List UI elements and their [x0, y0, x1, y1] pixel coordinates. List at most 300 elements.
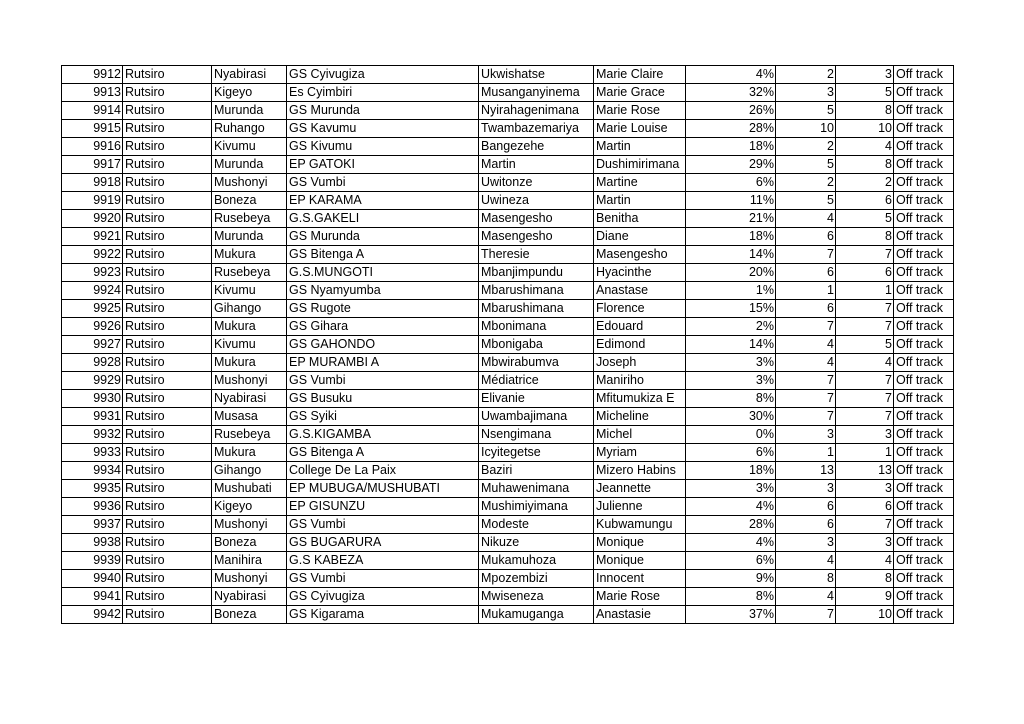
first-name-cell: Edimond [594, 336, 686, 354]
school-cell: EP MUBUGA/MUSHUBATI [287, 480, 479, 498]
id-cell: 9925 [62, 300, 123, 318]
table-row [62, 318, 954, 336]
sector-cell: Mukura [212, 246, 287, 264]
table-row [62, 300, 954, 318]
count-b-cell: 7 [836, 390, 894, 408]
count-b-cell: 3 [836, 66, 894, 84]
district-cell: Rutsiro [123, 552, 212, 570]
status-cell: Off track [894, 264, 954, 282]
table-row [62, 462, 954, 480]
count-a-cell: 6 [776, 300, 836, 318]
school-cell: GS Cyivugiza [287, 588, 479, 606]
last-name-cell: Theresie [479, 246, 594, 264]
status-cell: Off track [894, 516, 954, 534]
count-b-cell: 5 [836, 84, 894, 102]
count-a-cell: 3 [776, 426, 836, 444]
district-cell: Rutsiro [123, 354, 212, 372]
sector-cell: Kivumu [212, 138, 287, 156]
sector-cell: Nyabirasi [212, 390, 287, 408]
count-a-cell: 1 [776, 444, 836, 462]
first-name-cell: Marie Claire [594, 66, 686, 84]
last-name-cell: Mbanjimpundu [479, 264, 594, 282]
count-b-cell: 3 [836, 426, 894, 444]
id-cell: 9933 [62, 444, 123, 462]
last-name-cell: Modeste [479, 516, 594, 534]
sector-cell: Kigeyo [212, 84, 287, 102]
table-row [62, 354, 954, 372]
status-cell: Off track [894, 372, 954, 390]
school-cell: GS Bitenga A [287, 444, 479, 462]
table-row [62, 516, 954, 534]
percent-cell: 1% [686, 282, 776, 300]
sector-cell: Boneza [212, 534, 287, 552]
count-b-cell: 7 [836, 408, 894, 426]
status-cell: Off track [894, 498, 954, 516]
table-row [62, 426, 954, 444]
count-a-cell: 6 [776, 228, 836, 246]
status-cell: Off track [894, 84, 954, 102]
count-a-cell: 4 [776, 552, 836, 570]
count-a-cell: 4 [776, 588, 836, 606]
district-cell: Rutsiro [123, 174, 212, 192]
sector-cell: Manihira [212, 552, 287, 570]
first-name-cell: Jeannette [594, 480, 686, 498]
sector-cell: Rusebeya [212, 210, 287, 228]
count-a-cell: 5 [776, 156, 836, 174]
school-cell: GS Murunda [287, 228, 479, 246]
count-b-cell: 8 [836, 228, 894, 246]
last-name-cell: Mukamuganga [479, 606, 594, 624]
district-cell: Rutsiro [123, 138, 212, 156]
table-row [62, 174, 954, 192]
first-name-cell: Maniriho [594, 372, 686, 390]
district-cell: Rutsiro [123, 228, 212, 246]
district-cell: Rutsiro [123, 444, 212, 462]
first-name-cell: Martine [594, 174, 686, 192]
district-cell: Rutsiro [123, 498, 212, 516]
school-cell: G.S.MUNGOTI [287, 264, 479, 282]
first-name-cell: Marie Rose [594, 102, 686, 120]
first-name-cell: Hyacinthe [594, 264, 686, 282]
id-cell: 9929 [62, 372, 123, 390]
count-b-cell: 1 [836, 282, 894, 300]
district-cell: Rutsiro [123, 66, 212, 84]
count-a-cell: 13 [776, 462, 836, 480]
last-name-cell: Muhawenimana [479, 480, 594, 498]
school-cell: GS Rugote [287, 300, 479, 318]
count-a-cell: 2 [776, 66, 836, 84]
table-row [62, 138, 954, 156]
count-a-cell: 4 [776, 336, 836, 354]
percent-cell: 2% [686, 318, 776, 336]
count-b-cell: 6 [836, 498, 894, 516]
status-cell: Off track [894, 282, 954, 300]
school-cell: EP KARAMA [287, 192, 479, 210]
district-cell: Rutsiro [123, 606, 212, 624]
district-cell: Rutsiro [123, 318, 212, 336]
table-row [62, 192, 954, 210]
count-b-cell: 7 [836, 246, 894, 264]
percent-cell: 6% [686, 552, 776, 570]
status-cell: Off track [894, 588, 954, 606]
count-b-cell: 8 [836, 156, 894, 174]
status-cell: Off track [894, 606, 954, 624]
school-cell: EP GATOKI [287, 156, 479, 174]
last-name-cell: Elivanie [479, 390, 594, 408]
sector-cell: Ruhango [212, 120, 287, 138]
percent-cell: 4% [686, 498, 776, 516]
last-name-cell: Mbonigaba [479, 336, 594, 354]
school-cell: G.S.KIGAMBA [287, 426, 479, 444]
sector-cell: Nyabirasi [212, 66, 287, 84]
percent-cell: 4% [686, 66, 776, 84]
school-cell: GS Vumbi [287, 174, 479, 192]
percent-cell: 0% [686, 426, 776, 444]
count-a-cell: 3 [776, 480, 836, 498]
id-cell: 9928 [62, 354, 123, 372]
count-a-cell: 7 [776, 318, 836, 336]
percent-cell: 3% [686, 354, 776, 372]
count-b-cell: 5 [836, 210, 894, 228]
sector-cell: Kivumu [212, 336, 287, 354]
first-name-cell: Mizero Habins [594, 462, 686, 480]
last-name-cell: Uwambajimana [479, 408, 594, 426]
count-b-cell: 13 [836, 462, 894, 480]
percent-cell: 28% [686, 120, 776, 138]
table-row [62, 282, 954, 300]
count-b-cell: 3 [836, 534, 894, 552]
last-name-cell: Mbarushimana [479, 300, 594, 318]
id-cell: 9934 [62, 462, 123, 480]
first-name-cell: Innocent [594, 570, 686, 588]
last-name-cell: Mbwirabumva [479, 354, 594, 372]
first-name-cell: Joseph [594, 354, 686, 372]
last-name-cell: Uwitonze [479, 174, 594, 192]
table-row [62, 372, 954, 390]
id-cell: 9931 [62, 408, 123, 426]
first-name-cell: Masengesho [594, 246, 686, 264]
count-b-cell: 10 [836, 606, 894, 624]
sector-cell: Kigeyo [212, 498, 287, 516]
sector-cell: Musasa [212, 408, 287, 426]
id-cell: 9940 [62, 570, 123, 588]
district-cell: Rutsiro [123, 210, 212, 228]
district-cell: Rutsiro [123, 480, 212, 498]
percent-cell: 32% [686, 84, 776, 102]
percent-cell: 18% [686, 228, 776, 246]
percent-cell: 20% [686, 264, 776, 282]
id-cell: 9914 [62, 102, 123, 120]
id-cell: 9941 [62, 588, 123, 606]
first-name-cell: Marie Louise [594, 120, 686, 138]
percent-cell: 30% [686, 408, 776, 426]
percent-cell: 8% [686, 390, 776, 408]
status-cell: Off track [894, 300, 954, 318]
district-cell: Rutsiro [123, 516, 212, 534]
first-name-cell: Michel [594, 426, 686, 444]
school-cell: EP GISUNZU [287, 498, 479, 516]
count-b-cell: 4 [836, 552, 894, 570]
id-cell: 9922 [62, 246, 123, 264]
sector-cell: Murunda [212, 102, 287, 120]
district-cell: Rutsiro [123, 282, 212, 300]
count-b-cell: 9 [836, 588, 894, 606]
last-name-cell: Twambazemariya [479, 120, 594, 138]
data-table [61, 65, 954, 624]
count-a-cell: 3 [776, 84, 836, 102]
count-b-cell: 1 [836, 444, 894, 462]
first-name-cell: Monique [594, 534, 686, 552]
school-cell: G.S.GAKELI [287, 210, 479, 228]
count-a-cell: 7 [776, 246, 836, 264]
district-cell: Rutsiro [123, 336, 212, 354]
id-cell: 9923 [62, 264, 123, 282]
district-cell: Rutsiro [123, 192, 212, 210]
count-b-cell: 3 [836, 480, 894, 498]
school-cell: EP MURAMBI A [287, 354, 479, 372]
last-name-cell: Médiatrice [479, 372, 594, 390]
count-a-cell: 5 [776, 192, 836, 210]
table-row [62, 390, 954, 408]
district-cell: Rutsiro [123, 408, 212, 426]
status-cell: Off track [894, 354, 954, 372]
status-cell: Off track [894, 138, 954, 156]
last-name-cell: Masengesho [479, 228, 594, 246]
first-name-cell: Julienne [594, 498, 686, 516]
count-b-cell: 7 [836, 318, 894, 336]
id-cell: 9921 [62, 228, 123, 246]
sector-cell: Mushonyi [212, 372, 287, 390]
last-name-cell: Baziri [479, 462, 594, 480]
sector-cell: Mukura [212, 444, 287, 462]
table-row [62, 156, 954, 174]
count-b-cell: 8 [836, 570, 894, 588]
school-cell: GS Vumbi [287, 570, 479, 588]
id-cell: 9938 [62, 534, 123, 552]
school-cell: GS BUGARURA [287, 534, 479, 552]
last-name-cell: Mpozembizi [479, 570, 594, 588]
sector-cell: Rusebeya [212, 264, 287, 282]
status-cell: Off track [894, 480, 954, 498]
first-name-cell: Benitha [594, 210, 686, 228]
count-a-cell: 4 [776, 210, 836, 228]
sector-cell: Gihango [212, 462, 287, 480]
last-name-cell: Nsengimana [479, 426, 594, 444]
id-cell: 9939 [62, 552, 123, 570]
table-row [62, 264, 954, 282]
count-a-cell: 8 [776, 570, 836, 588]
first-name-cell: Anastase [594, 282, 686, 300]
id-cell: 9932 [62, 426, 123, 444]
table-row [62, 570, 954, 588]
status-cell: Off track [894, 210, 954, 228]
school-cell: GS Kigarama [287, 606, 479, 624]
district-cell: Rutsiro [123, 102, 212, 120]
table-row [62, 246, 954, 264]
count-b-cell: 7 [836, 300, 894, 318]
school-cell: GS Bitenga A [287, 246, 479, 264]
sector-cell: Murunda [212, 228, 287, 246]
table-row [62, 588, 954, 606]
school-cell: GS Cyivugiza [287, 66, 479, 84]
district-cell: Rutsiro [123, 588, 212, 606]
school-cell: GS Busuku [287, 390, 479, 408]
status-cell: Off track [894, 228, 954, 246]
sector-cell: Mukura [212, 354, 287, 372]
percent-cell: 11% [686, 192, 776, 210]
first-name-cell: Mfitumukiza E [594, 390, 686, 408]
percent-cell: 18% [686, 462, 776, 480]
status-cell: Off track [894, 66, 954, 84]
count-a-cell: 1 [776, 282, 836, 300]
school-cell: GS Kivumu [287, 138, 479, 156]
first-name-cell: Myriam [594, 444, 686, 462]
table-row [62, 66, 954, 84]
school-cell: Es Cyimbiri [287, 84, 479, 102]
sector-cell: Murunda [212, 156, 287, 174]
status-cell: Off track [894, 120, 954, 138]
count-a-cell: 5 [776, 102, 836, 120]
last-name-cell: Mukamuhoza [479, 552, 594, 570]
sector-cell: Boneza [212, 606, 287, 624]
id-cell: 9918 [62, 174, 123, 192]
last-name-cell: Ukwishatse [479, 66, 594, 84]
count-a-cell: 2 [776, 174, 836, 192]
count-b-cell: 8 [836, 102, 894, 120]
count-a-cell: 4 [776, 354, 836, 372]
sector-cell: Gihango [212, 300, 287, 318]
percent-cell: 3% [686, 480, 776, 498]
status-cell: Off track [894, 444, 954, 462]
district-cell: Rutsiro [123, 462, 212, 480]
last-name-cell: Mbarushimana [479, 282, 594, 300]
table-row [62, 228, 954, 246]
status-cell: Off track [894, 318, 954, 336]
sector-cell: Mushubati [212, 480, 287, 498]
status-cell: Off track [894, 570, 954, 588]
table-row [62, 210, 954, 228]
count-b-cell: 10 [836, 120, 894, 138]
first-name-cell: Marie Rose [594, 588, 686, 606]
table-row [62, 408, 954, 426]
table-row [62, 84, 954, 102]
status-cell: Off track [894, 552, 954, 570]
table-row [62, 606, 954, 624]
status-cell: Off track [894, 408, 954, 426]
status-cell: Off track [894, 102, 954, 120]
school-cell: GS GAHONDO [287, 336, 479, 354]
id-cell: 9917 [62, 156, 123, 174]
sector-cell: Mushonyi [212, 516, 287, 534]
school-cell: College De La Paix [287, 462, 479, 480]
status-cell: Off track [894, 156, 954, 174]
table-row [62, 480, 954, 498]
district-cell: Rutsiro [123, 390, 212, 408]
count-a-cell: 7 [776, 390, 836, 408]
percent-cell: 18% [686, 138, 776, 156]
percent-cell: 15% [686, 300, 776, 318]
id-cell: 9936 [62, 498, 123, 516]
count-b-cell: 7 [836, 372, 894, 390]
count-b-cell: 6 [836, 264, 894, 282]
last-name-cell: Icyitegetse [479, 444, 594, 462]
last-name-cell: Uwineza [479, 192, 594, 210]
table-row [62, 552, 954, 570]
id-cell: 9912 [62, 66, 123, 84]
id-cell: 9919 [62, 192, 123, 210]
table-row [62, 444, 954, 462]
last-name-cell: Musanganyinema [479, 84, 594, 102]
school-cell: GS Kavumu [287, 120, 479, 138]
sector-cell: Mukura [212, 318, 287, 336]
sector-cell: Mushonyi [212, 174, 287, 192]
percent-cell: 4% [686, 534, 776, 552]
count-b-cell: 4 [836, 354, 894, 372]
percent-cell: 8% [686, 588, 776, 606]
id-cell: 9942 [62, 606, 123, 624]
percent-cell: 6% [686, 174, 776, 192]
id-cell: 9937 [62, 516, 123, 534]
last-name-cell: Mbonimana [479, 318, 594, 336]
district-cell: Rutsiro [123, 570, 212, 588]
percent-cell: 37% [686, 606, 776, 624]
count-a-cell: 7 [776, 372, 836, 390]
table-row [62, 120, 954, 138]
last-name-cell: Martin [479, 156, 594, 174]
table-row [62, 102, 954, 120]
count-a-cell: 6 [776, 264, 836, 282]
status-cell: Off track [894, 462, 954, 480]
count-b-cell: 2 [836, 174, 894, 192]
id-cell: 9915 [62, 120, 123, 138]
status-cell: Off track [894, 336, 954, 354]
count-b-cell: 4 [836, 138, 894, 156]
status-cell: Off track [894, 246, 954, 264]
status-cell: Off track [894, 426, 954, 444]
id-cell: 9935 [62, 480, 123, 498]
count-a-cell: 6 [776, 498, 836, 516]
table-row [62, 534, 954, 552]
sector-cell: Boneza [212, 192, 287, 210]
id-cell: 9924 [62, 282, 123, 300]
school-cell: GS Nyamyumba [287, 282, 479, 300]
id-cell: 9916 [62, 138, 123, 156]
district-cell: Rutsiro [123, 372, 212, 390]
table-body [62, 66, 954, 624]
district-cell: Rutsiro [123, 426, 212, 444]
status-cell: Off track [894, 192, 954, 210]
id-cell: 9927 [62, 336, 123, 354]
id-cell: 9926 [62, 318, 123, 336]
count-a-cell: 10 [776, 120, 836, 138]
first-name-cell: Micheline [594, 408, 686, 426]
id-cell: 9913 [62, 84, 123, 102]
count-a-cell: 2 [776, 138, 836, 156]
percent-cell: 6% [686, 444, 776, 462]
first-name-cell: Martin [594, 192, 686, 210]
first-name-cell: Dushimirimana [594, 156, 686, 174]
first-name-cell: Anastasie [594, 606, 686, 624]
percent-cell: 14% [686, 246, 776, 264]
first-name-cell: Kubwamungu [594, 516, 686, 534]
status-cell: Off track [894, 174, 954, 192]
last-name-cell: Nyirahagenimana [479, 102, 594, 120]
last-name-cell: Mushimiyimana [479, 498, 594, 516]
last-name-cell: Bangezehe [479, 138, 594, 156]
sector-cell: Nyabirasi [212, 588, 287, 606]
percent-cell: 28% [686, 516, 776, 534]
id-cell: 9920 [62, 210, 123, 228]
